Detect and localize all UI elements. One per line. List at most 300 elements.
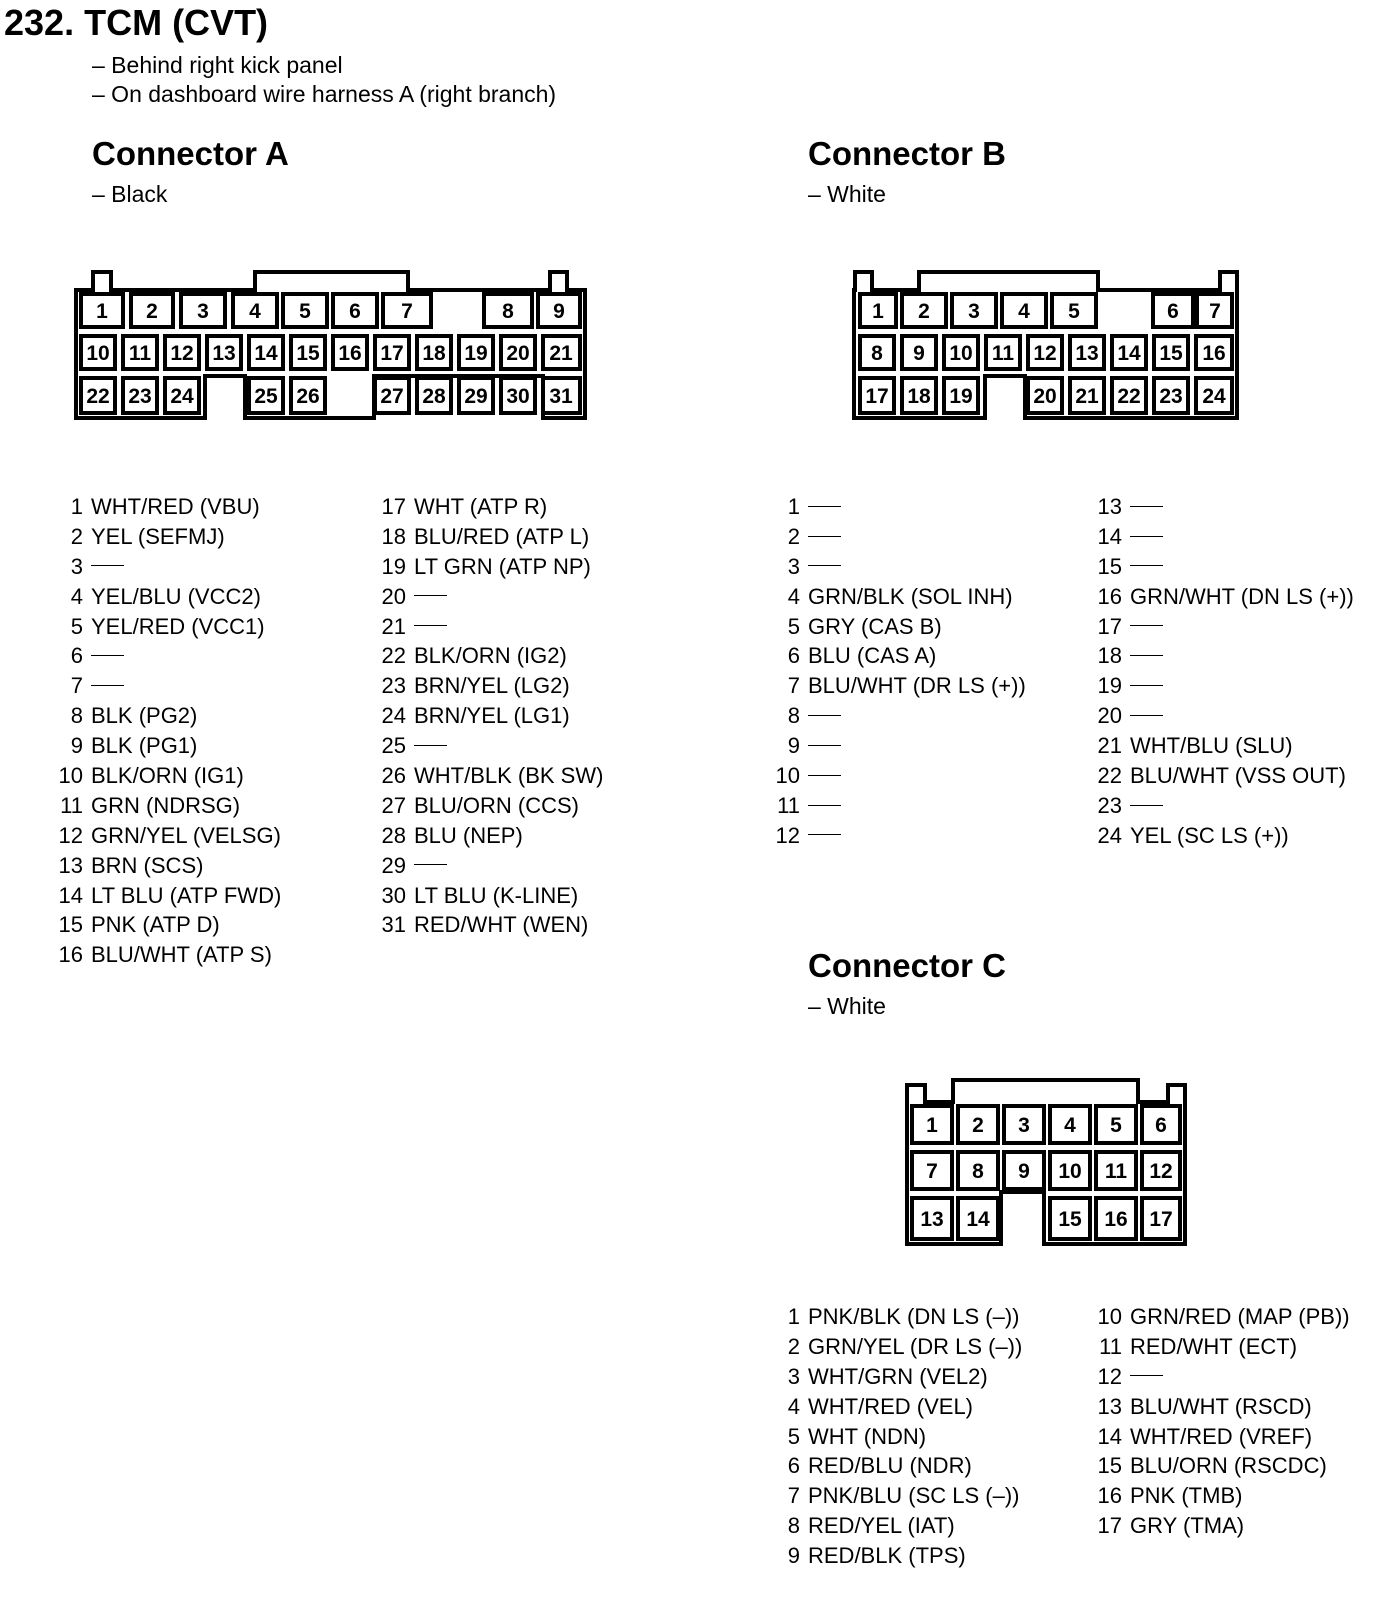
conn-a-pin-4: 4: [249, 300, 261, 323]
pin-assignment-row: [376, 612, 603, 642]
pin-assignment-row: [1092, 761, 1354, 791]
pin-assignment-row: [376, 910, 603, 940]
pin-assignment-row: [770, 1481, 1022, 1511]
pin-assignment-row: [56, 522, 281, 552]
pin-assignment-row: [56, 582, 281, 612]
pin-assignment-row: [770, 641, 1026, 671]
wire-description: RED/WHT (ECT): [1130, 1333, 1298, 1359]
conn-b-pin-21: 21: [1075, 385, 1099, 408]
pin-number: 27: [381, 792, 406, 818]
conn-a-pin-13: 13: [212, 342, 236, 365]
conn-b-pin-7: 7: [1209, 300, 1221, 323]
pin-number: 9: [787, 1543, 800, 1569]
conn-c-pin-6: 6: [1155, 1114, 1167, 1137]
pin-assignment-row: [1092, 1362, 1350, 1392]
unused-pin-dash: [414, 745, 447, 746]
pin-assignment-row: [770, 791, 1026, 821]
pin-number: 2: [70, 523, 83, 549]
pin-assignment-row: [56, 881, 281, 911]
pin-assignment-row: [770, 761, 1026, 791]
pin-assignment-row: [1092, 641, 1354, 671]
unused-pin-dash: [808, 565, 841, 566]
pin-assignment-row: [770, 1392, 1022, 1422]
pin-number: 14: [1097, 1423, 1122, 1449]
wire-description: GRN (NDRSG): [91, 792, 241, 818]
pin-number: 25: [381, 733, 406, 759]
pin-number: 15: [58, 912, 83, 938]
wire-description: YEL (SEFMJ): [91, 523, 225, 549]
pin-number: 10: [58, 763, 83, 789]
pin-number: 8: [787, 703, 800, 729]
wire-description: RED/WHT (WEN): [414, 912, 589, 938]
pin-assignment-row: [56, 612, 281, 642]
wire-description: BLK (PG1): [91, 733, 198, 759]
pin-assignment-row: [770, 1362, 1022, 1392]
pin-assignment-row: [56, 731, 281, 761]
wire-description: PNK (ATP D): [91, 912, 220, 938]
wire-description: GRN/WHT (DN LS (+)): [1130, 583, 1354, 609]
conn-b-pin-11: 11: [991, 342, 1015, 365]
wire-description: WHT/RED (VREF): [1130, 1423, 1313, 1449]
pin-number: 20: [1097, 703, 1122, 729]
pin-assignment-row: [1092, 492, 1354, 522]
pin-assignment-row: [376, 582, 603, 612]
connector-c-pin-list-col1: [770, 1302, 1022, 1571]
pin-number: 19: [1097, 673, 1122, 699]
pin-assignment-row: [376, 791, 603, 821]
conn-a-pin-1: 1: [96, 300, 108, 323]
unused-pin-dash: [1130, 506, 1163, 507]
pin-assignment-row: [1092, 1392, 1350, 1422]
pin-assignment-row: [770, 1422, 1022, 1452]
pin-assignment-row: [56, 851, 281, 881]
connector-a-pin-list-col2: [376, 492, 603, 940]
pin-assignment-row: [1092, 701, 1354, 731]
pin-number: 24: [1097, 822, 1122, 848]
pin-number: 19: [381, 553, 406, 579]
conn-a-pin-16: 16: [338, 342, 362, 365]
conn-b-pin-10: 10: [949, 342, 973, 365]
wire-description: YEL/RED (VCC1): [91, 613, 265, 639]
pin-assignment-row: [770, 582, 1026, 612]
unused-pin-dash: [1130, 1375, 1163, 1376]
conn-c-pin-14: 14: [966, 1208, 990, 1231]
conn-b-pin-16: 16: [1202, 342, 1226, 365]
wire-description: WHT/BLK (BK SW): [414, 763, 604, 789]
wire-description: YEL/BLU (VCC2): [91, 583, 261, 609]
conn-a-pin-21: 21: [549, 342, 573, 365]
pin-number: 13: [58, 852, 83, 878]
location-line-1: – Behind right kick panel: [92, 52, 343, 78]
conn-a-pin-19: 19: [464, 342, 488, 365]
pin-number: 18: [1097, 643, 1122, 669]
conn-b-pin-12: 12: [1033, 342, 1057, 365]
conn-b-pin-14: 14: [1117, 342, 1141, 365]
pin-assignment-row: [1092, 1332, 1350, 1362]
conn-b-pin-19: 19: [949, 385, 973, 408]
unused-pin-dash: [808, 506, 841, 507]
conn-a-pin-22: 22: [86, 385, 110, 408]
pin-number: 17: [1097, 1513, 1122, 1539]
conn-a-pin-20: 20: [506, 342, 530, 365]
pin-number: 11: [777, 792, 800, 818]
conn-a-pin-25: 25: [254, 385, 278, 408]
conn-c-pin-10: 10: [1058, 1160, 1082, 1183]
pin-number: 16: [58, 942, 83, 968]
pin-number: 28: [381, 822, 406, 848]
wire-description: BLU/RED (ATP L): [414, 523, 590, 549]
wire-description: BLU/WHT (VSS OUT): [1130, 763, 1346, 789]
pin-assignment-row: [1092, 582, 1354, 612]
pin-assignment-row: [770, 821, 1026, 851]
pin-assignment-row: [56, 761, 281, 791]
pin-assignment-row: [56, 701, 281, 731]
conn-c-pin-9: 9: [1018, 1160, 1030, 1183]
pin-number: 3: [70, 553, 83, 579]
conn-c-pin-4: 4: [1064, 1114, 1076, 1137]
pin-number: 21: [381, 613, 406, 639]
pin-number: 10: [1097, 1304, 1122, 1329]
pin-number: 4: [787, 583, 800, 609]
pin-assignment-row: [1092, 821, 1354, 851]
pin-number: 9: [70, 733, 83, 759]
wire-description: GRY (TMA): [1130, 1513, 1245, 1539]
conn-b-pin-3: 3: [968, 300, 980, 323]
pin-assignment-row: [770, 552, 1026, 582]
pin-assignment-row: [376, 731, 603, 761]
conn-a-pin-28: 28: [422, 385, 446, 408]
wire-description: BLU (NEP): [414, 822, 523, 848]
pin-number: 5: [787, 613, 800, 639]
conn-b-pin-13: 13: [1075, 342, 1099, 365]
conn-b-pin-2: 2: [918, 300, 930, 323]
pin-assignment-row: [1092, 612, 1354, 642]
pin-number: 6: [787, 643, 800, 669]
pin-assignment-row: [376, 701, 603, 731]
pin-number: 14: [58, 882, 83, 908]
pin-number: 11: [1099, 1333, 1122, 1359]
conn-b-pin-20: 20: [1033, 385, 1057, 408]
pin-assignment-row: [1092, 552, 1354, 582]
pin-number: 2: [787, 1333, 800, 1359]
pin-number: 8: [787, 1513, 800, 1539]
pin-assignment-row: [56, 492, 281, 522]
pin-assignment-row: [770, 731, 1026, 761]
conn-c-pin-11: 11: [1104, 1160, 1128, 1183]
wire-description: BLU (CAS A): [808, 643, 937, 669]
wire-description: WHT (ATP R): [414, 494, 548, 519]
wire-description: BRN/YEL (LG2): [414, 673, 570, 699]
unused-pin-dash: [808, 715, 841, 716]
wire-description: BLK (PG2): [91, 703, 198, 729]
conn-c-pin-15: 15: [1058, 1208, 1082, 1231]
pin-assignment-row: [1092, 1302, 1350, 1332]
conn-b-pin-1: 1: [872, 300, 884, 323]
conn-a-pin-9: 9: [553, 300, 565, 323]
conn-c-pin-8: 8: [972, 1160, 984, 1183]
pin-number: 11: [60, 792, 83, 818]
pin-assignment-row: [56, 641, 281, 671]
pin-number: 13: [1097, 494, 1122, 519]
pin-number: 16: [1097, 1483, 1122, 1509]
unused-pin-dash: [1130, 685, 1163, 686]
pin-assignment-row: [770, 1511, 1022, 1541]
pin-assignment-row: [376, 522, 603, 552]
wire-description: BLU/ORN (CCS): [414, 792, 580, 818]
conn-c-pin-1: 1: [926, 1114, 938, 1137]
pin-number: 1: [70, 494, 83, 519]
pin-number: 12: [58, 822, 83, 848]
conn-b-pin-18: 18: [907, 385, 931, 408]
conn-c-pin-16: 16: [1104, 1208, 1128, 1231]
pin-assignment-row: [1092, 522, 1354, 552]
unused-pin-dash: [808, 536, 841, 537]
conn-b-pin-23: 23: [1159, 385, 1183, 408]
pin-assignment-row: [1092, 791, 1354, 821]
unused-pin-dash: [91, 685, 124, 686]
pin-number: 18: [381, 523, 406, 549]
wire-description: BRN/YEL (LG1): [414, 703, 570, 729]
pin-assignment-row: [770, 1451, 1022, 1481]
wire-description: BRN (SCS): [91, 852, 204, 878]
pin-assignment-row: [1092, 1451, 1350, 1481]
pin-assignment-row: [376, 881, 603, 911]
wire-description: LT BLU (ATP FWD): [91, 882, 282, 908]
pin-assignment-row: [56, 791, 281, 821]
pin-number: 3: [787, 553, 800, 579]
pin-assignment-row: [376, 671, 603, 701]
conn-b-pin-5: 5: [1068, 300, 1080, 323]
wire-description: GRY (CAS B): [808, 613, 942, 639]
conn-a-pin-10: 10: [86, 342, 110, 365]
conn-b-pin-8: 8: [871, 342, 883, 365]
wire-description: PNK/BLU (SC LS (–)): [808, 1483, 1020, 1509]
conn-b-pin-9: 9: [913, 342, 925, 365]
connector-a-pin-list-col1: [56, 492, 281, 970]
conn-c-pin-13: 13: [920, 1208, 944, 1231]
wire-description: PNK/BLK (DN LS (–)): [808, 1304, 1020, 1329]
wire-description: BLU/WHT (RSCD): [1130, 1393, 1312, 1419]
conn-a-pin-3: 3: [197, 300, 209, 323]
unused-pin-dash: [808, 775, 841, 776]
pin-number: 8: [70, 703, 83, 729]
conn-a-pin-6: 6: [349, 300, 361, 323]
pin-number: 26: [381, 763, 406, 789]
pin-assignment-row: [376, 851, 603, 881]
connector-a-title: Connector A: [92, 135, 289, 172]
pin-number: 6: [787, 1453, 800, 1479]
wire-description: GRN/YEL (VELSG): [91, 822, 281, 848]
pin-assignment-row: [770, 1541, 1022, 1571]
unused-pin-dash: [1130, 715, 1163, 716]
pin-assignment-row: [376, 641, 603, 671]
pin-number: 4: [70, 583, 83, 609]
conn-c-pin-5: 5: [1110, 1114, 1122, 1137]
pin-number: 4: [787, 1393, 800, 1419]
conn-c-pin-3: 3: [1018, 1114, 1030, 1137]
connector-c-pin-list-col2: [1092, 1302, 1350, 1541]
conn-a-pin-27: 27: [380, 385, 404, 408]
connector-c-color: – White: [808, 993, 886, 1019]
pin-number: 16: [1097, 583, 1122, 609]
pin-assignment-row: [376, 552, 603, 582]
conn-a-pin-23: 23: [128, 385, 152, 408]
conn-a-pin-2: 2: [146, 300, 158, 323]
wire-description: YEL (SC LS (+)): [1130, 822, 1289, 848]
conn-a-pin-18: 18: [422, 342, 446, 365]
pin-assignment-row: [56, 821, 281, 851]
wire-description: RED/BLU (NDR): [808, 1453, 972, 1479]
pin-number: 22: [1097, 763, 1122, 789]
pin-number: 14: [1097, 523, 1122, 549]
connector-a-color: – Black: [92, 181, 168, 207]
conn-a-pin-31: 31: [549, 385, 573, 408]
pin-number: 5: [787, 1423, 800, 1449]
wire-description: PNK (TMB): [1130, 1483, 1243, 1509]
pin-number: 7: [70, 673, 83, 699]
unused-pin-dash: [1130, 805, 1163, 806]
page-number: 232.: [4, 2, 75, 43]
location-line-2: – On dashboard wire harness A (right branch): [92, 81, 557, 107]
conn-b-pin-15: 15: [1159, 342, 1183, 365]
connector-c-title: Connector C: [808, 947, 1006, 984]
wire-description: RED/BLK (TPS): [808, 1543, 966, 1569]
unused-pin-dash: [91, 655, 124, 656]
pin-assignment-row: [56, 910, 281, 940]
pin-assignment-row: [376, 821, 603, 851]
unused-pin-dash: [1130, 536, 1163, 537]
wire-description: GRN/BLK (SOL INH): [808, 583, 1013, 609]
wire-description: BLU/ORN (RSCDC): [1130, 1453, 1327, 1479]
wire-description: BLU/WHT (ATP S): [91, 942, 272, 968]
pin-number: 12: [775, 822, 800, 848]
conn-a-pin-24: 24: [170, 385, 194, 408]
pin-number: 23: [381, 673, 406, 699]
pin-assignment-row: [1092, 1511, 1350, 1541]
pin-assignment-row: [770, 701, 1026, 731]
wire-description: WHT/RED (VBU): [91, 494, 260, 519]
wire-description: BLK/ORN (IG1): [91, 763, 244, 789]
conn-c-pin-2: 2: [972, 1114, 984, 1137]
pin-number: 23: [1097, 792, 1122, 818]
pin-assignment-row: [1092, 731, 1354, 761]
pin-assignment-row: [1092, 1481, 1350, 1511]
pin-assignment-row: [770, 612, 1026, 642]
conn-c-pin-12: 12: [1149, 1160, 1173, 1183]
pin-number: 5: [70, 613, 83, 639]
pin-number: 1: [787, 1304, 800, 1329]
connector-b-pin-list-col2: [1092, 492, 1354, 851]
pin-number: 22: [381, 643, 406, 669]
wire-description: LT BLU (K-LINE): [414, 882, 579, 908]
conn-c-pin-17: 17: [1149, 1208, 1173, 1231]
pin-assignment-row: [56, 671, 281, 701]
conn-a-pin-11: 11: [128, 342, 152, 365]
conn-a-pin-26: 26: [296, 385, 320, 408]
wire-description: BLK/ORN (IG2): [414, 643, 567, 669]
conn-b-pin-22: 22: [1117, 385, 1141, 408]
pin-number: 30: [381, 882, 406, 908]
unused-pin-dash: [808, 745, 841, 746]
wire-description: BLU/WHT (DR LS (+)): [808, 673, 1026, 699]
pin-number: 3: [787, 1363, 800, 1389]
pin-assignment-row: [770, 522, 1026, 552]
pin-assignment-row: [56, 940, 281, 970]
pin-number: 1: [787, 494, 800, 519]
connector-b-title: Connector B: [808, 135, 1006, 172]
wire-description: GRN/YEL (DR LS (–)): [808, 1333, 1023, 1359]
pin-number: 10: [775, 763, 800, 789]
connector-b-pin-list-col1: [770, 492, 1026, 851]
conn-a-pin-5: 5: [299, 300, 311, 323]
unused-pin-dash: [414, 625, 447, 626]
pin-number: 21: [1097, 733, 1122, 759]
wire-description: WHT/BLU (SLU): [1130, 733, 1293, 759]
pin-assignment-row: [770, 492, 1026, 522]
pin-number: 7: [787, 673, 800, 699]
pin-number: 20: [381, 583, 406, 609]
pin-number: 31: [381, 912, 406, 938]
unused-pin-dash: [91, 565, 124, 566]
pin-assignment-row: [1092, 1422, 1350, 1452]
conn-a-pin-30: 30: [506, 385, 530, 408]
pin-assignment-row: [770, 671, 1026, 701]
unused-pin-dash: [808, 834, 841, 835]
pin-number: 24: [381, 703, 406, 729]
conn-a-pin-14: 14: [254, 342, 278, 365]
pin-number: 12: [1097, 1363, 1122, 1389]
unused-pin-dash: [414, 864, 447, 865]
pin-number: 2: [787, 523, 800, 549]
pin-number: 13: [1097, 1393, 1122, 1419]
pin-number: 15: [1097, 1453, 1122, 1479]
pin-number: 9: [787, 733, 800, 759]
connector-b-color: – White: [808, 181, 886, 207]
pin-number: 29: [381, 852, 406, 878]
pin-assignment-row: [376, 492, 603, 522]
wire-description: WHT/GRN (VEL2): [808, 1363, 988, 1389]
conn-b-pin-17: 17: [865, 385, 889, 408]
unused-pin-dash: [1130, 625, 1163, 626]
conn-b-pin-24: 24: [1202, 385, 1226, 408]
conn-a-pin-29: 29: [464, 385, 488, 408]
unused-pin-dash: [808, 805, 841, 806]
pin-number: 6: [70, 643, 83, 669]
pin-assignment-row: [770, 1302, 1022, 1332]
unused-pin-dash: [1130, 655, 1163, 656]
wire-description: WHT/RED (VEL): [808, 1393, 973, 1419]
pin-assignment-row: [770, 1332, 1022, 1362]
conn-a-pin-12: 12: [170, 342, 194, 365]
pin-assignment-row: [56, 552, 281, 582]
pin-assignment-row: [1092, 671, 1354, 701]
conn-b-pin-6: 6: [1167, 300, 1179, 323]
wire-description: GRN/RED (MAP (PB)): [1130, 1304, 1350, 1329]
unused-pin-dash: [1130, 565, 1163, 566]
unused-pin-dash: [414, 595, 447, 596]
pin-assignment-row: [376, 761, 603, 791]
pin-number: 17: [1097, 613, 1122, 639]
conn-b-pin-4: 4: [1018, 300, 1030, 323]
wire-description: WHT (NDN): [808, 1423, 927, 1449]
conn-a-pin-7: 7: [401, 300, 413, 323]
conn-c-pin-7: 7: [926, 1160, 938, 1183]
conn-a-pin-8: 8: [502, 300, 514, 323]
conn-a-pin-17: 17: [380, 342, 404, 365]
pin-number: 7: [787, 1483, 800, 1509]
conn-a-pin-15: 15: [296, 342, 320, 365]
pin-number: 17: [381, 494, 406, 519]
